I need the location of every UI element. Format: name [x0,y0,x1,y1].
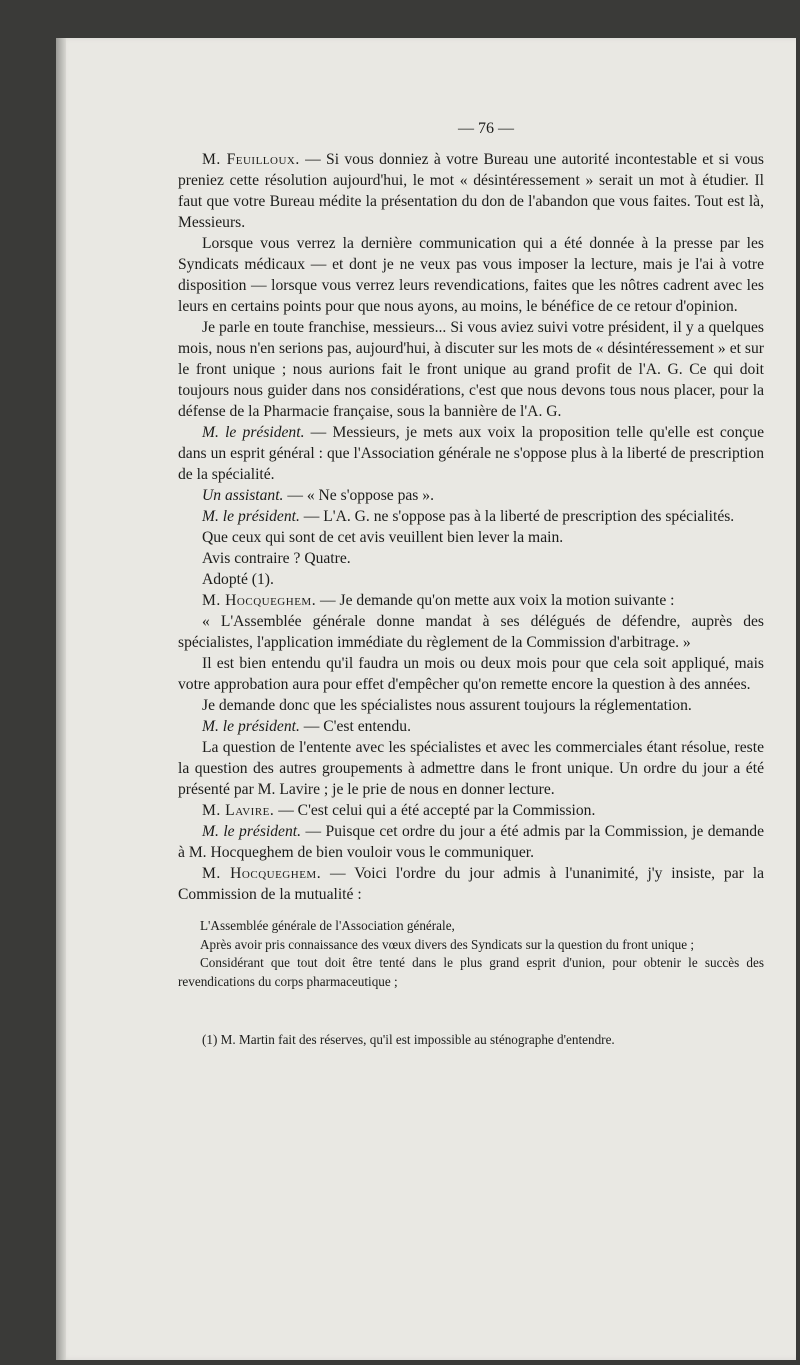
speaker-name: M. Feuilloux. [202,151,300,168]
paragraph-text: Lorsque vous verrez la dernière communication qui a été donnée à la presse par les Syndicats médicaux — et dont je ne veux pas vous imposer la lecture, mais je l'ai à votre disposition — lorsque vous verrez leurs revendications, faites que les nôtres cadrent avec les leurs en certains points pour que nous ayons, au moins, le bénéfice de ce retour d'opinion. [178,235,764,315]
paragraph-text: — Je demande qu'on mette aux voix la motion suivante : [320,592,675,609]
page-binding-edge [56,38,66,1360]
paragraph [178,485,764,506]
body-text [178,149,764,905]
resolution-paragraph: Considérant que tout doit être tenté dans le plus grand esprit d'union, pour obtenir le succès des revendications du corps pharmaceutique ; [178,955,764,989]
paragraph-text: — Voici l'ordre du jour admis à l'unanimité, j'y insiste, par la Commission de la mutualité : [178,865,764,903]
speaker-name: M. le président. [202,823,301,840]
resolution-text [178,917,764,991]
paragraph-text: — « Ne s'oppose pas ». [287,487,434,504]
page-content [178,118,764,1049]
footnote: (1) M. Martin fait des réserves, qu'il est impossible au sténographe d'entendre. [202,1032,615,1047]
paragraph [178,653,764,695]
paragraph [178,569,764,590]
page-number: — 76 — [458,120,514,137]
paragraph [178,800,764,821]
speaker-name: M. le président. [202,424,305,441]
paragraph-text: Adopté (1). [202,571,274,588]
paragraph [178,233,764,317]
speaker-name: M. Hocqueghem. [202,592,317,609]
paragraph-text: Je parle en toute franchise, messieurs... Si vous aviez suivi votre président, il y a quelques mois, nous n'en serions pas, aujourd'hui, à discuter sur les mots de « désintéressement » et sur le front unique ; nous aurions fait le front unique au grand profit de l'A. G. Ce qui doit toujours nous guider dans nos considérations, c'est que nous devons tous nous placer, pour la défense de la Pharmacie française, sous la bannière de l'A. G. [178,319,764,420]
paragraph [178,527,764,548]
speaker-name: M. le président. [202,718,300,735]
paragraph [178,863,764,905]
paragraph [178,317,764,422]
paragraph-text: — Si vous donniez à votre Bureau une autorité incontestable et si vous preniez cette résolution aujourd'hui, le mot « désintéressement » serait un mot à étudier. Il faut que votre Bureau médite la présentation du don de l'abandon que vous faites. Tout est là, Messieurs. [178,151,764,231]
resolution-paragraph: L'Assemblée générale de l'Association générale, [200,918,455,933]
paragraph-text: — C'est celui qui a été accepté par la Commission. [278,802,596,819]
paragraph [178,590,764,611]
speaker-name: M. Hocqueghem. [202,865,322,882]
speaker-name: M. Lavire. [202,802,275,819]
paragraph-text: Avis contraire ? Quatre. [202,550,351,567]
paragraph-text: Il est bien entendu qu'il faudra un mois ou deux mois pour que cela soit appliqué, mais votre approbation aura pour effet d'empêcher qu'on remette encore la question à des années. [178,655,764,693]
paragraph [178,737,764,800]
paragraph [178,716,764,737]
speaker-name: Un assistant. [202,487,284,504]
paragraph [178,422,764,485]
paragraph-text: — Messieurs, je mets aux voix la proposition telle qu'elle est conçue dans un esprit général : que l'Association générale ne s'oppose plus à la liberté de prescription de la spécialité. [178,424,764,483]
paragraph [178,821,764,863]
paragraph-text: — C'est entendu. [303,718,411,735]
paragraph-text: « L'Assemblée générale donne mandat à ses délégués de défendre, auprès des spécialistes, l'application immédiate du règlement de la Commission d'arbitrage. » [178,613,764,651]
paragraph [178,506,764,527]
paragraph [178,695,764,716]
paragraph-text: — L'A. G. ne s'oppose pas à la liberté de prescription des spécialités. [303,508,735,525]
paragraph [178,149,764,233]
paragraph-text: Que ceux qui sont de cet avis veuillent bien lever la main. [202,529,564,546]
paragraph [178,611,764,653]
paragraph-text: — Puisque cet ordre du jour a été admis par la Commission, je demande à M. Hocqueghem de bien vouloir vous le communiquer. [178,823,764,861]
speaker-name: M. le président. [202,508,300,525]
paragraph-text: La question de l'entente avec les spécialistes et avec les commerciales étant résolue, reste la question des autres groupements à admettre dans le front unique. Un ordre du jour a été présenté par M. Lavire ; je le prie de nous en donner lecture. [178,739,764,798]
paragraph [178,548,764,569]
paragraph-text: Je demande donc que les spécialistes nous assurent toujours la réglementation. [202,697,692,714]
resolution-paragraph: Après avoir pris connaissance des vœux divers des Syndicats sur la question du front unique ; [200,936,695,952]
